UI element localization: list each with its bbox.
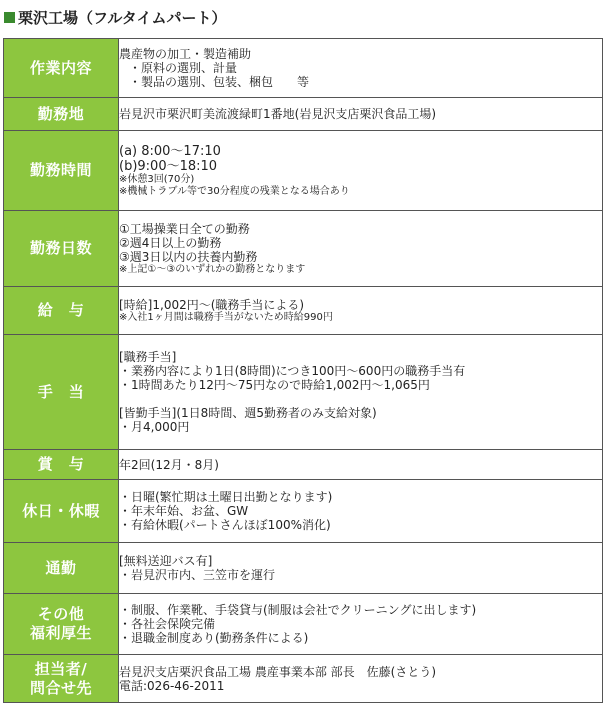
welfare-line-1: ・制服、作業靴、手袋貸与(制服は会社でクリーニングに出します)	[119, 603, 477, 617]
value-pay	[119, 287, 603, 335]
allowance-heading-1: [職務手当]	[119, 350, 177, 364]
label-contact-1: 担当者/	[34, 659, 88, 678]
contact-line-1: 岩見沢支店栗沢食品工場 農産事業本部 部長 佐藤(さとう)	[119, 664, 436, 679]
allowance-line-3: ・月4,000円	[119, 420, 190, 434]
commute-line-1: [無料送迎バス有]	[119, 554, 213, 568]
spacer	[119, 392, 602, 406]
page-title: 栗沢工場（フルタイムパート）	[4, 4, 227, 32]
label-days: 勤務日数	[4, 211, 119, 287]
allowance-line-1: ・業務内容により1日(8時間)につき100円～600円の職務手当有	[119, 364, 466, 378]
allowance-heading-2: [皆勤手当](1日8時間、週5勤務者のみ支給対象)	[119, 406, 377, 420]
label-allowance: 手 当	[4, 335, 119, 450]
value-bonus	[119, 450, 603, 480]
bonus-text: 年2回(12月・8月)	[119, 457, 219, 472]
holiday-line-3: ・有給休暇(パートさんほぼ100%消化)	[119, 518, 331, 532]
value-holiday	[119, 480, 603, 543]
label-holiday: 休日・休暇	[4, 480, 119, 543]
days-line-3: ③週3日以内の扶養内勤務	[119, 249, 258, 264]
value-place	[119, 98, 603, 131]
square-icon	[4, 12, 15, 23]
days-line-2: ②週4日以上の勤務	[119, 235, 222, 250]
days-line-1: ①工場操業日全ての勤務	[119, 221, 250, 236]
value-hours	[119, 131, 603, 211]
allowance-line-2: ・1時間あたり12円～75円なので時給1,002円～1,065円	[119, 378, 430, 392]
value-days	[119, 211, 603, 287]
row-allowance	[4, 335, 603, 450]
row-work	[4, 39, 603, 98]
label-bonus: 賞 与	[4, 450, 119, 480]
contact-phone: 電話:026-46-2011	[119, 678, 225, 693]
work-line-1: 農産物の加工・製造補助	[119, 47, 252, 61]
hours-a: (a) 8:00～17:10	[119, 143, 221, 159]
row-holiday	[4, 480, 603, 543]
row-commute	[4, 543, 603, 594]
pay-text: [時給]1,002円～(職務手当による)	[119, 297, 305, 312]
row-pay	[4, 287, 603, 335]
value-commute	[119, 543, 603, 594]
value-work	[119, 39, 603, 98]
job-info-table	[3, 38, 603, 703]
value-welfare	[119, 594, 603, 655]
holiday-line-2: ・年末年始、お盆、GW	[119, 504, 249, 518]
hours-note-2: ※機械トラブル等で30分程度の残業となる場合あり	[119, 185, 350, 197]
commute-line-2: ・岩見沢市内、三笠市を運行	[119, 568, 276, 582]
row-contact	[4, 655, 603, 703]
welfare-line-2: ・各社会保険完備	[119, 617, 216, 631]
label-welfare-2: 福利厚生	[29, 624, 92, 642]
row-bonus	[4, 450, 603, 480]
label-place: 勤務地	[4, 98, 119, 131]
hours-b: (b)9:00～18:10	[119, 158, 218, 174]
work-line-2: ・原料の選別、計量	[129, 61, 238, 75]
label-welfare-1: その他	[37, 605, 85, 624]
label-welfare	[4, 594, 119, 655]
days-note: ※上記①～③のいずれかの勤務となります	[119, 263, 306, 275]
label-pay: 給 与	[4, 287, 119, 335]
label-contact-2: 問合せ先	[29, 678, 92, 697]
row-days	[4, 211, 603, 287]
label-commute: 通勤	[4, 543, 119, 594]
row-place	[4, 98, 603, 131]
row-hours	[4, 131, 603, 211]
label-work: 作業内容	[4, 39, 119, 98]
welfare-line-3: ・退職金制度あり(勤務条件による)	[119, 631, 309, 645]
label-contact	[4, 655, 119, 703]
work-line-3: ・製品の選別、包装、梱包 等	[129, 75, 310, 89]
value-allowance	[119, 335, 603, 450]
value-contact	[119, 655, 603, 703]
holiday-line-1: ・日曜(繁忙期は土曜日出勤となります)	[119, 490, 333, 504]
label-hours: 勤務時間	[4, 131, 119, 211]
row-welfare	[4, 594, 603, 655]
hours-note-1: ※休憩3回(70分)	[119, 173, 195, 185]
pay-note: ※入社1ヶ月間は職務手当がないため時給990円	[119, 311, 333, 323]
place-text: 岩見沢市栗沢町美流渡緑町1番地(岩見沢支店栗沢食品工場)	[119, 107, 437, 121]
